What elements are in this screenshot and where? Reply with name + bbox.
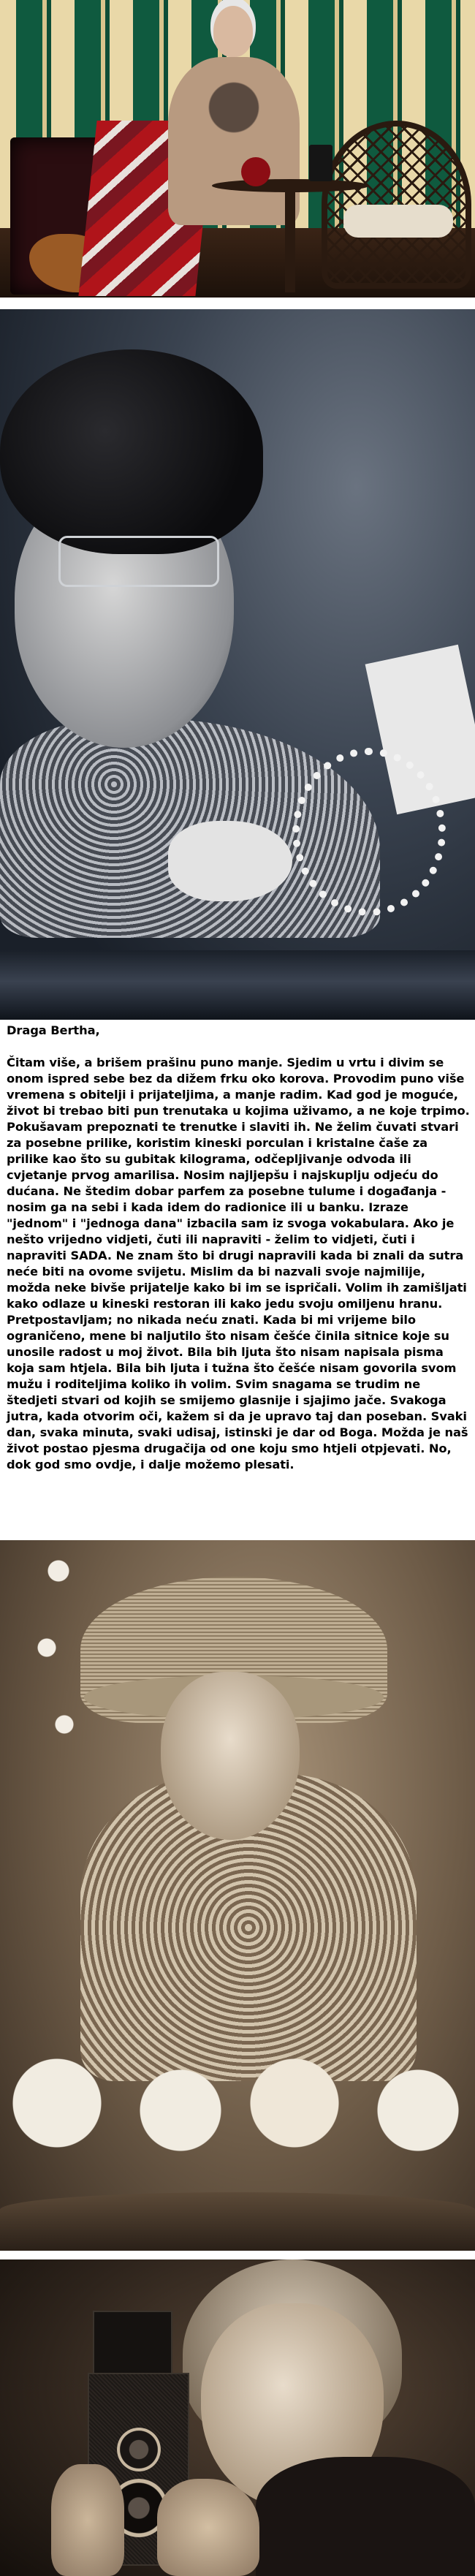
left-hand	[51, 2464, 124, 2576]
vintage-camera	[309, 145, 332, 181]
table-leg	[285, 190, 295, 292]
letter-salutation: Draga Bertha,	[7, 1023, 100, 1037]
knitted-hat	[0, 349, 263, 554]
cardigan	[168, 57, 300, 225]
photo-woman-straw-hat	[0, 1540, 475, 2251]
chair-cushion	[343, 205, 453, 238]
blossom-branch	[29, 1540, 88, 1847]
camera-viewfinder	[93, 2311, 172, 2379]
right-hand	[157, 2479, 259, 2576]
eyeglasses	[58, 536, 219, 587]
dark-clothing	[256, 2457, 475, 2576]
photo-woman-knitted-hat	[0, 309, 475, 1020]
woman-face	[161, 1672, 300, 1840]
white-flowers	[0, 2045, 475, 2191]
woman-figure	[168, 6, 300, 225]
woman-head	[213, 6, 253, 57]
pearl-necklace	[292, 748, 446, 916]
photo-woman-camera	[0, 2259, 475, 2576]
flower-bowl	[0, 2192, 475, 2251]
letter-body: Čitam više, a brišem prašinu puno manje. Sjedim u vrtu i divim se onom ispred sebe bez da dižem frku oko korova. Provodim puno više vremena s obitelji i prijateljima, a manje radim. Kad god je moguće, život bi trebao biti pun trenutaka u kojima uživamo, a ne koje trpimo. Pokušavam prepoznati te trenutke i slaviti ih. Ne želim čuvati stvari za posebne prilike, koristim kineski porculan i kristalne čaše za prilike kao što su gubitak kilograma, odčepljivanje odvoda ili cvjetanje prvog amarilisa. Nosim najljepšu i najskuplju odjeću do dućana. Ne štedim dobar parfem za posebne tulume i događanja - nosim ga na sebi i kada idem do radionice ili u banku. Izraze "jednom" i "jednoga dana" izbacila sam iz svoga vokabulara. Ako je nešto vrijedno vidjeti, čuti ili napraviti - želim to vidjeti, čuti i napraviti SADA. Ne znam što bi drugi napravili kada bi znali da sutra neće biti na ovome svijetu. Mislim da bi nazvali svoje najmilije, možda neke bivše prijatelje kako bi im se ispričali. Volim ih zamišljati kako odlaze u kineski restoran ili kako jedu svoju omiljenu hranu. Pretpostavljam; no nikada neću znati. Kada bi mi vrijeme bilo ograničeno, mene bi naljutilo što nisam češće činila sitnice koje su unosile radost u moj život. Bila bih ljuta što nisam napisala pisma koja sam htjela. Bila bih ljuta i tužna što češće nisam govorila svom mužu i roditeljima koliko ih volim. Svim snagama se trudim ne štedjeti stvari od kojih se smijemo glasnije i sjajimo jače. Svakoga jutra, kada otvorim oči, kažem si da je upravo taj dan poseban. Svaki dan, svaka minuta, svaki udisaj, istinski je dar od Boga. Možda je naš život postao pjesma drugačija od one koju smo htjeli otpjevati. No, dok god smo ovdje, i dalje možemo plesati.	[7, 1056, 470, 1471]
camera-lens-top	[117, 2428, 161, 2471]
hand	[168, 821, 292, 901]
red-rose	[241, 157, 270, 186]
tabletop	[0, 950, 475, 1020]
letter	[7, 1023, 471, 1473]
photo-woman-wicker-table	[0, 0, 475, 298]
glass-table	[212, 179, 369, 192]
